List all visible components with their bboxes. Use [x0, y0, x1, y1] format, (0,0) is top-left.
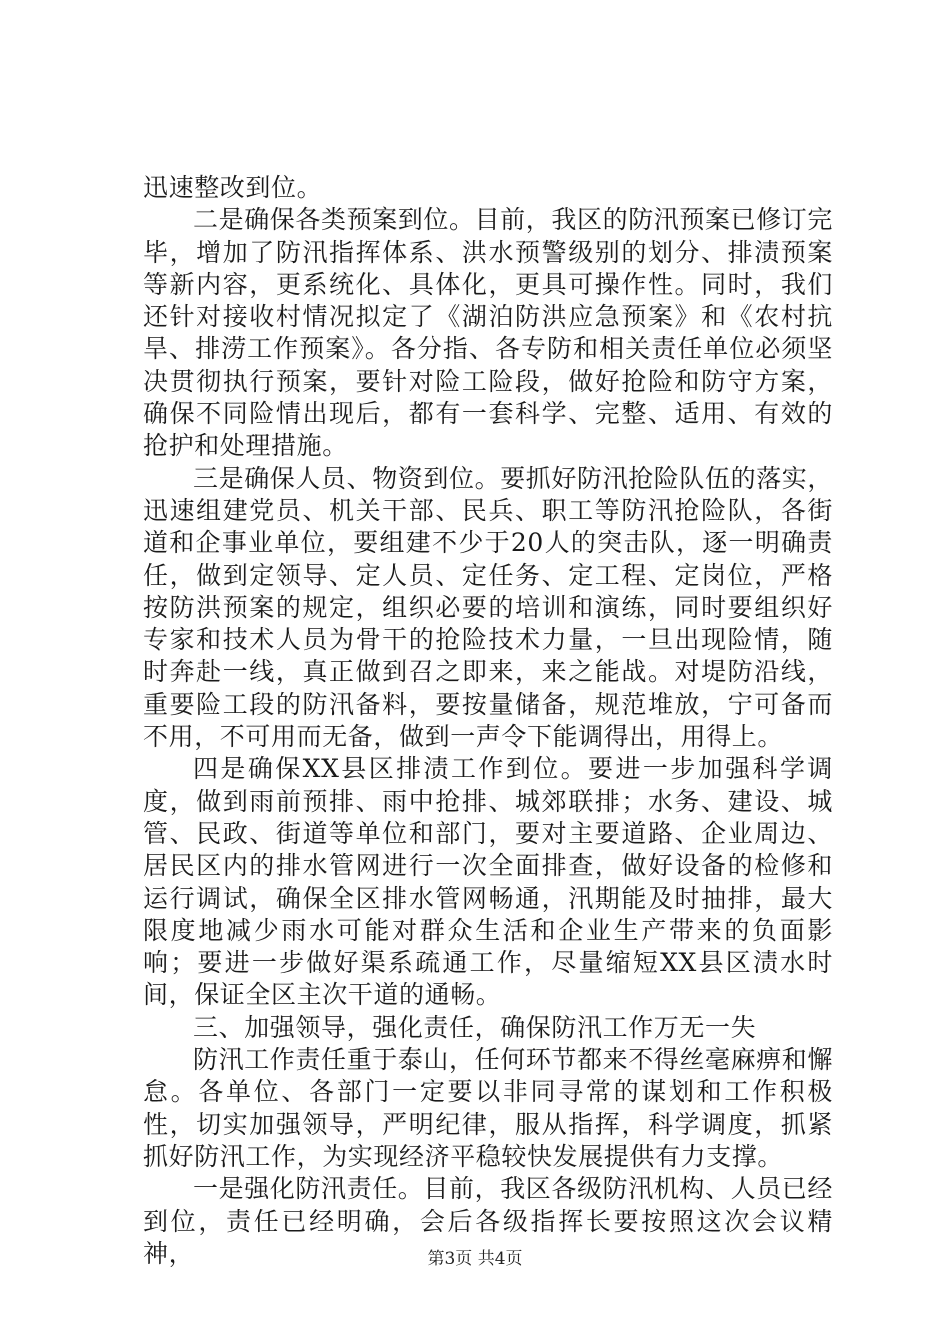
paragraph-5: 防汛工作责任重于泰山，任何环节都来不得丝毫麻痹和懈怠。各单位、各部门一定要以非同寻常的谋划和工作积极性，切实加强领导，严明纪律，服从指挥，科学调度，抓紧抓好防汛工作，为实现经济平稳较快发展提供有力支撑。 — [143, 1045, 834, 1171]
section-heading: 三、加强领导，强化责任，确保防汛工作万无一失 — [193, 1012, 757, 1042]
paragraph-1: 迅速整改到位。 — [143, 173, 323, 202]
paragraph-6: 一是强化防汛责任。目前，我区各级防汛机构、人员已经到位，责任已经明确，会后各级指挥长要按照这次会议精神， — [143, 1174, 834, 1268]
paragraph-2: 二是确保各类预案到位。目前，我区的防汛预案已修订完毕，增加了防汛指挥体系、洪水预警级别的划分、排渍预案等新内容，更系统化、具体化，更具可操作性。同时，我们还针对接收村情况拟定了《湖泊防洪应急预案》和《农村抗旱、排涝工作预案》。各分指、各专防和相关责任单位必须坚决贯彻执行预案，要针对险工险段，做好抢险和防守方案，确保不同险情出现后，都有一套科学、完整、适用、有效的抢护和处理措施。 — [143, 205, 834, 461]
document-body — [143, 172, 833, 1270]
paragraph-3: 三是确保人员、物资到位。要抓好防汛抢险队伍的落实，迅速组建党员、机关干部、民兵、职工等防汛抢险队，各街道和企事业单位，要组建不少于20人的突击队，逐一明确责任，做到定领导、定人员、定任务、定工程、定岗位，严格按防洪预案的规定，组织必要的培训和演练，同时要组织好专家和技术人员为骨干的抢险技术力量，一旦出现险情，随时奔赴一线，真正做到召之即来，来之能战。对堤防沿线，重要险工段的防汛备料，要按量储备，规范堆放，宁可备而不用，不可用而无备，做到一声令下能调得出，用得上。 — [143, 463, 834, 752]
page-footer: 第3页 共4页 — [427, 1249, 523, 1269]
paragraph-4: 四是确保XX县区排渍工作到位。要进一步加强科学调度，做到雨前预排、雨中抢排、城郊联排；水务、建设、城管、民政、街道等单位和部门，要对主要道路、企业周边、居民区内的排水管网进行一次全面排查，做好设备的检修和运行调试，确保全区排水管网畅通，汛期能及时抽排，最大限度地减少雨水可能对群众生活和企业生产带来的负面影响；要进一步做好渠系疏通工作，尽量缩短XX县区渍水时间，保证全区主次干道的通畅。 — [143, 754, 833, 1010]
